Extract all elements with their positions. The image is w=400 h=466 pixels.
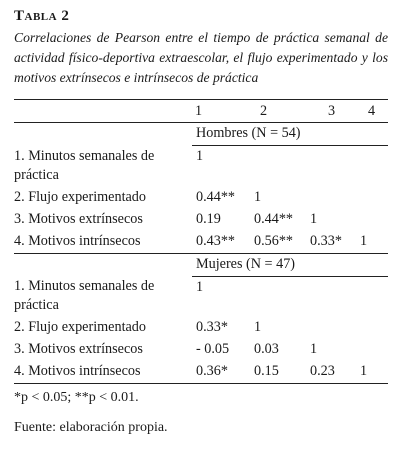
table-cell: 0.33* bbox=[310, 231, 354, 254]
row-label: 4. Motivos intrínsecos bbox=[14, 361, 192, 384]
table-cell: 0.36* bbox=[192, 361, 252, 384]
table-cell bbox=[354, 146, 388, 187]
table-cell: 0.44** bbox=[196, 188, 236, 205]
table-cell bbox=[354, 209, 388, 231]
table-cell: 1 bbox=[310, 210, 318, 227]
table-row bbox=[14, 361, 388, 384]
row-label: 4. Motivos intrínsecos bbox=[14, 231, 192, 254]
column-header-2: 2 bbox=[252, 100, 310, 123]
column-header-4: 4 bbox=[354, 100, 388, 123]
table-caption: Correlaciones de Pearson entre el tiempo de práctica semanal de actividad físico-deportiva extraescolar, el flujo experimentado y los motivos extrínsecos e intrínsecos de práctica bbox=[14, 30, 388, 85]
table-cell bbox=[354, 317, 388, 339]
table-row bbox=[14, 209, 388, 231]
table-cell: 0.33* bbox=[196, 319, 228, 335]
table-cell bbox=[310, 317, 354, 339]
table-cell bbox=[310, 187, 354, 209]
row-label: 2. Flujo experimentado bbox=[14, 188, 146, 205]
column-header-1: 1 bbox=[192, 100, 252, 123]
table-figure bbox=[14, 8, 388, 438]
table-row bbox=[14, 187, 388, 209]
significance-note: *p < 0.05; **p < 0.01. bbox=[14, 390, 139, 405]
group-header-hombres bbox=[14, 123, 388, 146]
source-note: Fuente: elaboración propia. bbox=[14, 420, 168, 435]
header-blank bbox=[14, 100, 192, 123]
group-header-mujeres bbox=[14, 253, 388, 276]
table-cell: 0.56** bbox=[252, 231, 310, 254]
table-cell: 0.03 bbox=[254, 341, 279, 357]
correlation-table bbox=[14, 99, 388, 384]
table-cell: 1 bbox=[196, 278, 204, 295]
table-cell: 0.19 bbox=[196, 210, 221, 227]
table-cell: 1 bbox=[354, 361, 388, 384]
table-cell bbox=[252, 276, 310, 317]
table-cell bbox=[310, 146, 354, 187]
table-cell: 0.23 bbox=[310, 361, 354, 384]
table-cell: 1 bbox=[354, 231, 388, 254]
row-label: 1. Minutos semanales de práctica bbox=[14, 147, 155, 183]
table-cell bbox=[354, 187, 388, 209]
table-row bbox=[14, 317, 388, 339]
table-cell: 1 bbox=[254, 319, 262, 335]
table-row bbox=[14, 146, 388, 187]
table-label: Tabla 2 bbox=[14, 8, 70, 24]
table-cell: 1 bbox=[310, 341, 318, 357]
table-cell bbox=[354, 276, 388, 317]
table-cell bbox=[252, 146, 310, 187]
row-label: 1. Minutos semanales de práctica bbox=[14, 278, 155, 313]
column-header-row bbox=[14, 100, 388, 123]
row-label: 3. Motivos extrínsecos bbox=[14, 341, 143, 357]
row-label: 3. Motivos extrínsecos bbox=[14, 210, 143, 227]
table-cell: 0.44** bbox=[254, 210, 294, 227]
row-label: 2. Flujo experimentado bbox=[14, 319, 146, 335]
column-header-3: 3 bbox=[310, 100, 354, 123]
table-cell bbox=[310, 276, 354, 317]
group-title-mujeres: Mujeres (N = 47) bbox=[192, 253, 388, 276]
table-cell: 1 bbox=[254, 188, 262, 205]
table-row bbox=[14, 276, 388, 317]
table-cell bbox=[354, 339, 388, 361]
table-row bbox=[14, 231, 388, 254]
table-cell: 0.43** bbox=[192, 231, 252, 254]
table-row bbox=[14, 339, 388, 361]
table-cell: 1 bbox=[196, 148, 204, 164]
group-title-hombres: Hombres (N = 54) bbox=[192, 123, 388, 146]
table-cell: - 0.05 bbox=[196, 341, 230, 357]
table-cell: 0.15 bbox=[252, 361, 310, 384]
